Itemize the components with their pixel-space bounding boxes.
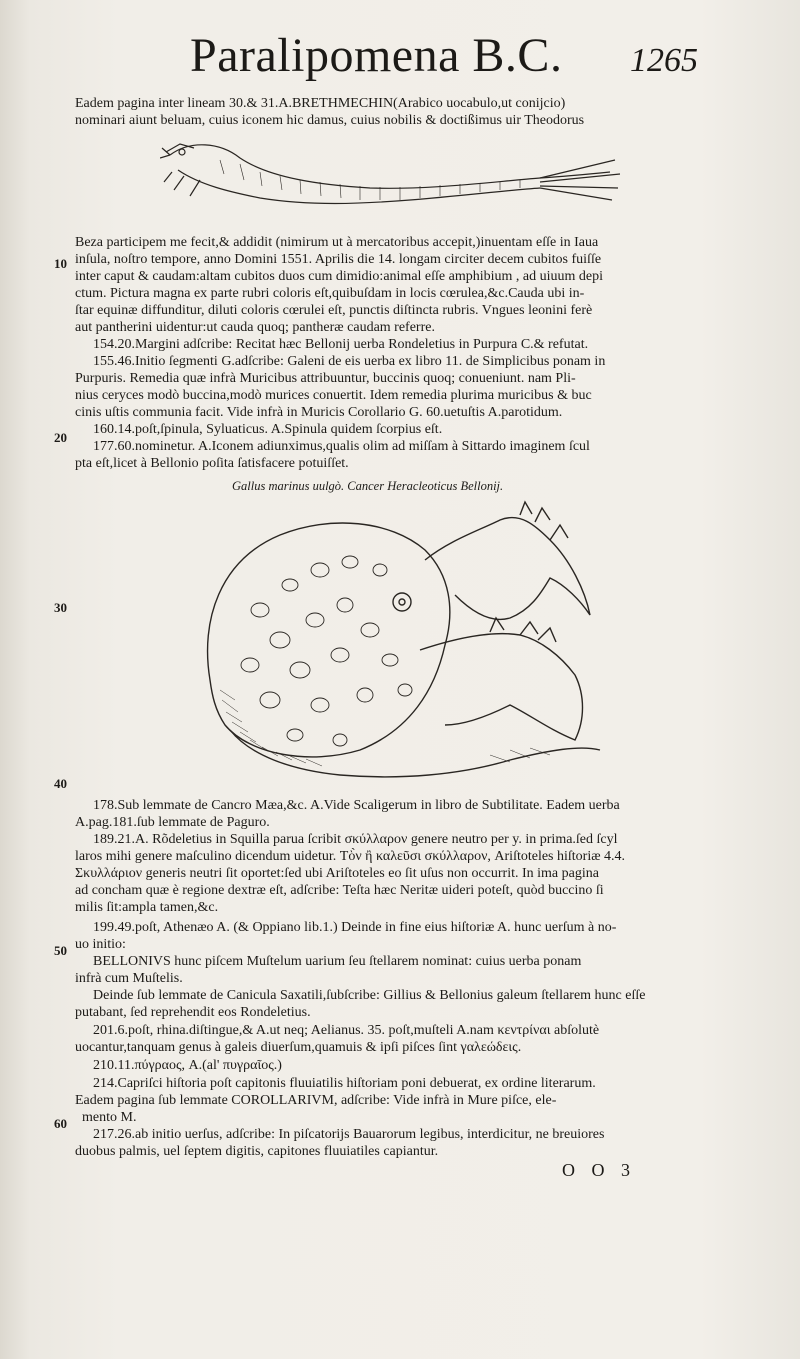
text-line: uocantur,tanquam genus à galeis diuerſum,quamuis & ipſi piſces ſint γαλεώδεις. <box>75 1040 522 1055</box>
text-line: 217.26.ab initio uerſus, adſcribe: In piſcatorijs Bauarorum legibus, interdicitur, ne breuiores <box>93 1127 605 1142</box>
text-line: Purpuris. Remedia quæ infrà Muricibus attribuuntur, buccinis quoq; conueniunt. nam Pli- <box>75 371 576 386</box>
text-line: Eadem pagina ſub lemmate COROLLARIVM, adſcribe: Vide infrà in Mure piſce, ele- <box>75 1093 557 1108</box>
text-line: ad concham quæ è regione dextræ eſt, adſcribe: Teſta hæc Neritæ uideri poteſt, quòd buccino ſi <box>75 883 604 898</box>
crab-illustration <box>190 500 610 785</box>
text-line: uo initio: <box>75 937 126 952</box>
text-line: A.pag.181.ſub lemmate de Paguro. <box>75 815 270 830</box>
text-line: pta eſt,licet à Bellonio poſita ſatisfacere potuiſſet. <box>75 456 349 471</box>
text-line: aut pantherini uidentur:ut cauda quoq; pantheræ caudam referre. <box>75 320 435 335</box>
text-line: nominari aiunt beluam, cuius iconem hic damus, cuius nobilis & doctißimus uir Theodorus <box>75 113 585 128</box>
text-line: mento M. <box>82 1110 137 1125</box>
text-line: Beza participem me fecit,& addidit (nimirum ut à mercatoribus accepit,)inuentam eſſe in Iaua <box>75 235 599 250</box>
illustration-caption: Gallus marinus uulgò. Cancer Heracleoticus Bellonij. <box>232 479 504 493</box>
text-line: BELLONIVS hunc piſcem Muſtelum uarium ſeu ſtellarem nominat: cuius uerba ponam <box>93 954 582 969</box>
text-line: Deinde ſub lemmate de Canicula Saxatili,ſubſcribe: Gillius & Bellonius galeum ſtellarem hunc eſſe <box>93 988 646 1003</box>
text-line: Σκυλλάριον generis neutri ſit oportet:ſed ubi Ariſtoteles eo ſit uſus non occurrit. In ima pagina <box>75 866 599 881</box>
text-line: 177.60.nominetur. A.Iconem adiunximus,qualis olim ad miſſam à Sittardo imaginem ſcul <box>93 439 590 454</box>
text-line: 154.20.Margini adſcribe: Recitat hæc Bellonij uerba Rondeletius in Purpura C.& refutat. <box>93 337 589 352</box>
margin-line-number: 40 <box>54 776 67 791</box>
signature-mark: O O 3 <box>562 1160 636 1180</box>
margin-line-number: 60 <box>54 1116 67 1131</box>
text-line: 189.21.A. Rõdeletius in Squilla parua ſcribit σκύλλαρον genere neutro per y. in prima.ſed ſcyl <box>93 832 618 847</box>
text-line: 160.14.poſt,ſpinula, Syluaticus. A.Spinula quidem ſcorpius eſt. <box>93 422 443 437</box>
text-line: nius ceryces modò buccina,modò murices conuertit. Idem remedia plurima muricibus & buc <box>75 388 592 403</box>
text-line: infrà cum Muſtelis. <box>75 971 183 986</box>
text-line: duobus palmis, uel ſeptem digitis, capitones fluuiatiles capiantur. <box>75 1144 439 1159</box>
page-number: 1265 <box>630 42 698 79</box>
margin-line-number: 50 <box>54 943 67 958</box>
margin-line-number: 30 <box>54 600 67 615</box>
text-line: 199.49.poſt, Athenæo A. (& Oppiano lib.1.) Deinde in fine eius hiſtoriæ A. hunc uerſum à no- <box>93 920 617 935</box>
margin-line-number: 20 <box>54 430 67 445</box>
text-line: 214.Capriſci hiſtoria poſt capitonis fluuiatilis hiſtoriam poni debuerat, ex ordine literarum. <box>93 1076 596 1091</box>
text-line: 155.46.Initio ſegmenti G.adſcribe: Galeni de eis uerba ex libro 11. de Simplicibus ponam in <box>93 354 606 369</box>
text-line: ſtar equinæ diffunditur, diluti coloris cœrulei eſt, punctis diſtincta rubris. Vngues leonini ferè <box>75 303 593 318</box>
text-line: cinis uſtis communia facit. Vide infrà in Muricis Corollario G. 60.uetuſtis A.parotidum. <box>75 405 563 420</box>
text-line: 201.6.poſt, rhina.diſtingue,& A.ut neq; Aelianus. 35. poſt,muſteli A.nam κεντρίναι abſolutè <box>93 1023 600 1038</box>
text-line: Eadem pagina inter lineam 30.& 31.A.BRETHMECHIN(Arabico uocabulo,ut conijcio) <box>75 96 566 111</box>
text-line: inſula, noſtro tempore, anno Domini 1551. Aprilis die 14. longam circiter decem cubitos fuiſſe <box>75 252 602 267</box>
text-line: inter caput & caudam:altam cubitos duos cum dimidio:animal eſſe amphibium , ad uiuum depi <box>75 269 603 284</box>
text-line: putabant, ſed reprehendit eos Rondeletius. <box>75 1005 311 1020</box>
text-line: milis ſit:ampla tamen,&c. <box>75 900 219 915</box>
text-line: ctum. Pictura magna ex parte rubri coloris eſt,quibuſdam in locis cœrulea,&c.Cauda ubi in- <box>75 286 585 301</box>
text-line: 178.Sub lemmate de Cancro Mæa,&c. A.Vide Scaligerum in libro de Subtilitate. Eadem uerba <box>93 798 620 813</box>
text-line: laros mihi genere maſculino dicendum uidetur. Τὸ̀ν ἢ καλεῦσι σκύλλαρον, Ariſtoteles hiſtoriæ 4.4. <box>75 849 626 864</box>
sea-serpent-illustration <box>160 130 630 225</box>
text-line: 210.11.πύγραος, A.(al' πυγραῖος.) <box>93 1058 282 1073</box>
page-title: Paralipomena B.C. <box>190 29 563 82</box>
margin-line-number: 10 <box>54 256 67 271</box>
